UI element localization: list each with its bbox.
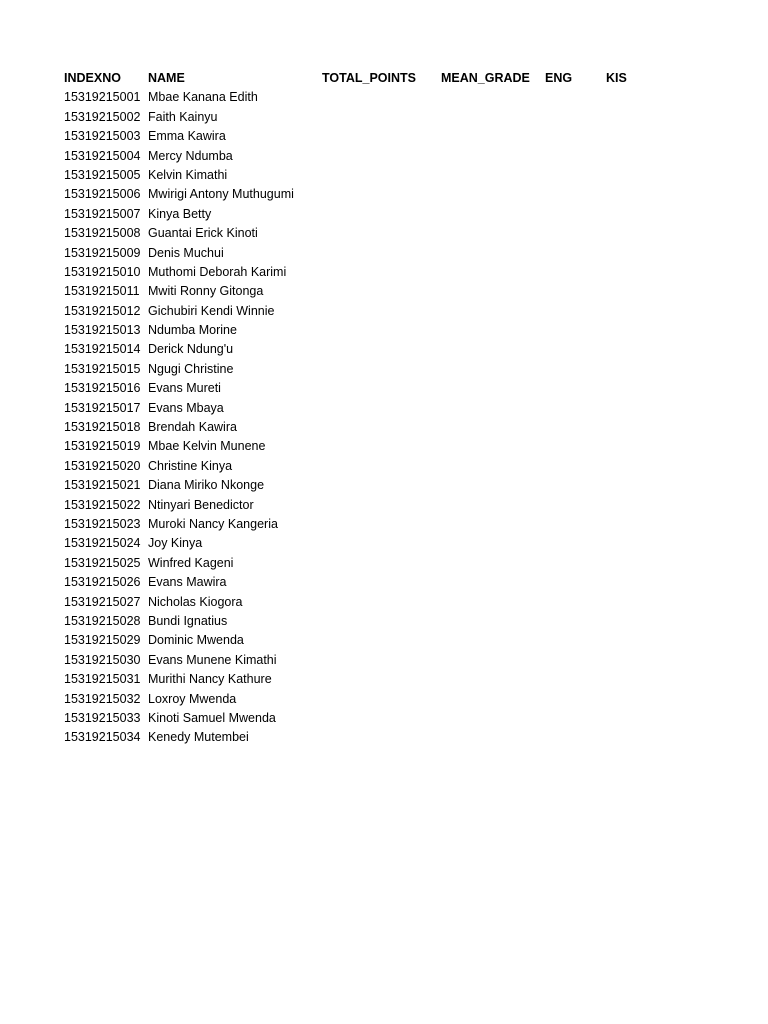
cell-name: Mbae Kanana Edith bbox=[148, 90, 258, 105]
cell-indexno: 15319215030 bbox=[64, 652, 141, 667]
cell-name: Evans Mawira bbox=[148, 575, 227, 590]
cell-name: Evans Mbaya bbox=[148, 400, 224, 415]
header-kis: KIS bbox=[606, 71, 627, 85]
cell-indexno: 15319215003 bbox=[64, 129, 141, 144]
cell-indexno: 15319215010 bbox=[64, 264, 141, 279]
cell-name: Murithi Nancy Kathure bbox=[148, 672, 272, 687]
cell-name: Evans Munene Kimathi bbox=[148, 652, 277, 667]
cell-name: Ntinyari Benedictor bbox=[148, 497, 254, 512]
cell-name: Diana Miriko Nkonge bbox=[148, 478, 265, 493]
cell-indexno: 15319215023 bbox=[64, 516, 141, 531]
cell-name: Loxroy Mwenda bbox=[148, 691, 237, 706]
cell-name: Ndumba Morine bbox=[148, 323, 237, 338]
cell-name: Mbae Kelvin Munene bbox=[148, 439, 266, 454]
cell-name: Kelvin Kimathi bbox=[148, 167, 228, 182]
cell-indexno: 15319215007 bbox=[64, 206, 141, 221]
cell-name: Kinya Betty bbox=[148, 206, 212, 221]
cell-name: Bundi Ignatius bbox=[148, 613, 228, 628]
cell-indexno: 15319215031 bbox=[64, 672, 141, 687]
cell-name: Mercy Ndumba bbox=[148, 148, 233, 163]
cell-indexno: 15319215006 bbox=[64, 187, 141, 202]
cell-indexno: 15319215026 bbox=[64, 575, 141, 590]
cell-name: Nicholas Kiogora bbox=[148, 594, 243, 609]
cell-indexno: 15319215024 bbox=[64, 536, 141, 551]
header-name: NAME bbox=[148, 71, 185, 85]
cell-indexno: 15319215034 bbox=[64, 730, 141, 745]
cell-name: Brendah Kawira bbox=[148, 420, 237, 435]
cell-indexno: 15319215014 bbox=[64, 342, 141, 357]
cell-indexno: 15319215018 bbox=[64, 420, 141, 435]
cell-name: Denis Muchui bbox=[148, 245, 224, 260]
cell-indexno: 15319215025 bbox=[64, 555, 141, 570]
cell-indexno: 15319215033 bbox=[64, 710, 141, 725]
header-mean-grade: MEAN_GRADE bbox=[441, 71, 530, 85]
cell-indexno: 15319215011 bbox=[64, 284, 140, 299]
cell-name: Kinoti Samuel Mwenda bbox=[148, 710, 276, 725]
header-total-points: TOTAL_POINTS bbox=[322, 71, 416, 85]
cell-indexno: 15319215001 bbox=[64, 90, 141, 105]
cell-indexno: 15319215016 bbox=[64, 381, 141, 396]
cell-indexno: 15319215012 bbox=[64, 303, 141, 318]
cell-name: Emma Kawira bbox=[148, 129, 226, 144]
cell-name: Dominic Mwenda bbox=[148, 633, 244, 648]
cell-name: Kenedy Mutembei bbox=[148, 730, 249, 745]
cell-indexno: 15319215029 bbox=[64, 633, 141, 648]
cell-name: Ngugi Christine bbox=[148, 361, 234, 376]
cell-name: Christine Kinya bbox=[148, 458, 233, 473]
cell-indexno: 15319215032 bbox=[64, 691, 141, 706]
cell-name: Winfred Kageni bbox=[148, 555, 234, 570]
cell-name: Mwirigi Antony Muthugumi bbox=[148, 187, 294, 202]
cell-indexno: 15319215002 bbox=[64, 109, 141, 124]
cell-indexno: 15319215028 bbox=[64, 613, 141, 628]
cell-name: Faith Kainyu bbox=[148, 109, 218, 124]
cell-indexno: 15319215008 bbox=[64, 226, 141, 241]
cell-indexno: 15319215019 bbox=[64, 439, 141, 454]
cell-name: Guantai Erick Kinoti bbox=[148, 226, 258, 241]
cell-indexno: 15319215004 bbox=[64, 148, 141, 163]
cell-name: Evans Mureti bbox=[148, 381, 221, 396]
cell-indexno: 15319215015 bbox=[64, 361, 141, 376]
cell-indexno: 15319215022 bbox=[64, 497, 141, 512]
cell-indexno: 15319215021 bbox=[64, 478, 141, 493]
cell-indexno: 15319215020 bbox=[64, 458, 141, 473]
cell-name: Gichubiri Kendi Winnie bbox=[148, 303, 275, 318]
cell-name: Muthomi Deborah Karimi bbox=[148, 264, 287, 279]
cell-indexno: 15319215027 bbox=[64, 594, 141, 609]
header-indexno: INDEXNO bbox=[64, 71, 121, 85]
cell-name: Joy Kinya bbox=[148, 536, 203, 551]
header-eng: ENG bbox=[545, 71, 573, 85]
cell-indexno: 15319215013 bbox=[64, 323, 141, 338]
cell-name: Mwiti Ronny Gitonga bbox=[148, 284, 264, 299]
cell-name: Derick Ndung'u bbox=[148, 342, 234, 357]
cell-indexno: 15319215005 bbox=[64, 167, 141, 182]
cell-indexno: 15319215017 bbox=[64, 400, 141, 415]
cell-indexno: 15319215009 bbox=[64, 245, 141, 260]
cell-name: Muroki Nancy Kangeria bbox=[148, 516, 278, 531]
